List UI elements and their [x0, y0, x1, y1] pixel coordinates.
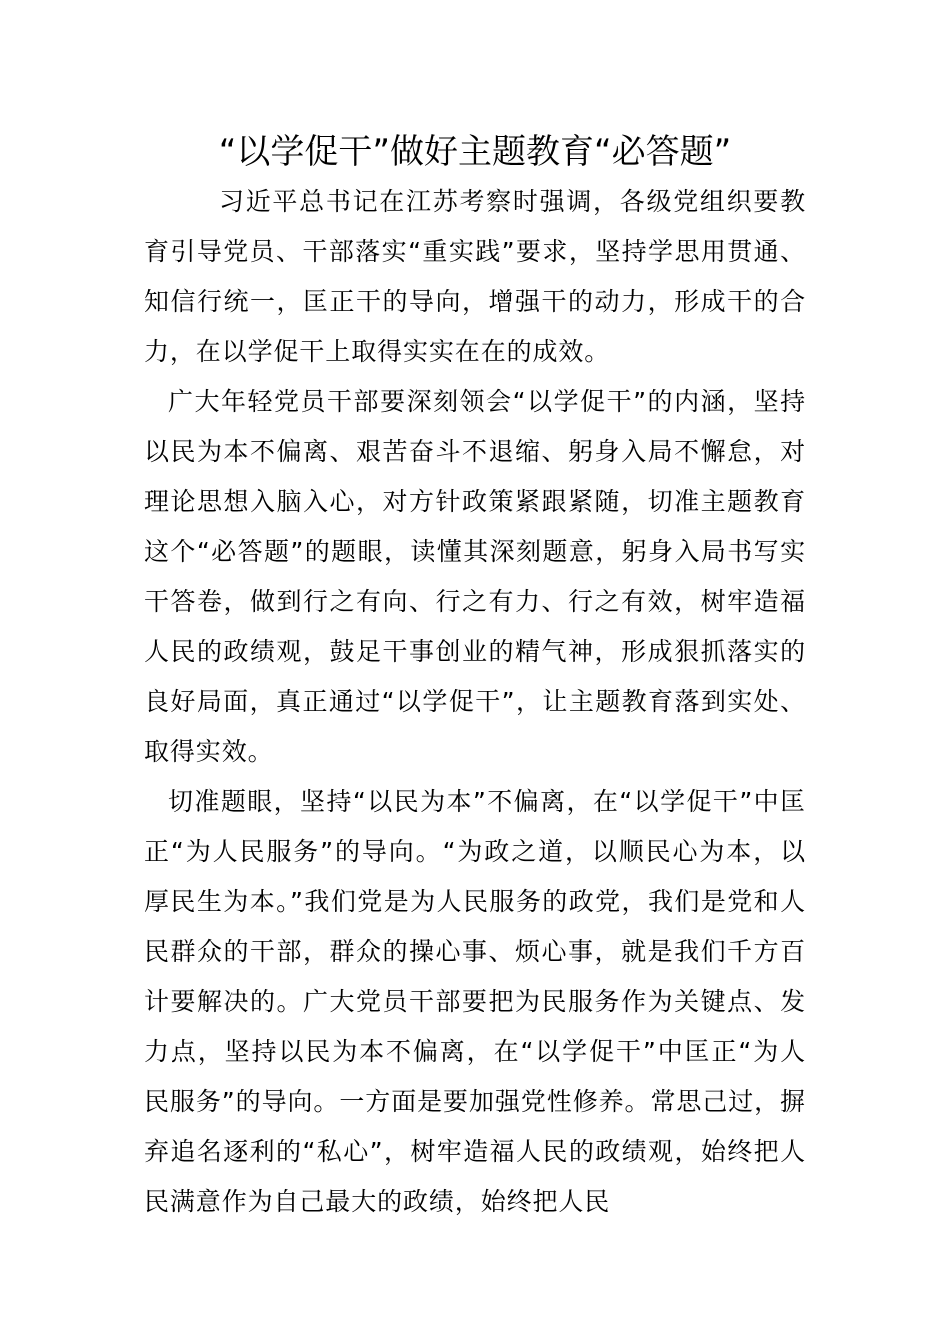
paragraph-intro: 习近平总书记在江苏考察时强调，各级党组织要教育引导党员、干部落实“重实践”要求，坚持学思用贯通、知信行统一，匡正干的导向，增强干的动力，形成干的合力，在以学促干上取得实实在在的成效。	[144, 187, 806, 366]
document-body	[144, 177, 806, 1227]
paragraph-people-first: 切准题眼，坚持“以民为本”不偏离，在“以学促干”中匡正“为人民服务”的导向。“为政之道，以顺民心为本，以厚民生为本。”我们党是为人民服务的政党，我们是党和人民群众的干部，群众的操心事、烦心事，就是我们千方百计要解决的。广大党员干部要把为民服务作为关键点、发力点，坚持以民为本不偏离，在“以学促干”中匡正“为人民服务”的导向。一方面是要加强党性修养。常思己过，摒弃追名逐利的“私心”，树牢造福人民的政绩观，始终把人民满意作为自己最大的政绩，始终把人民	[144, 787, 806, 1216]
paragraph-overview: 广大年轻党员干部要深刻领会“以学促干”的内涵，坚持以民为本不偏离、艰苦奋斗不退缩、躬身入局不懈怠，对理论思想入脑入心，对方针政策紧跟紧随，切准主题教育这个“必答题”的题眼，读懂其深刻题意，躬身入局书写实干答卷，做到行之有向、行之有力、行之有效，树牢造福人民的政绩观，鼓足干事创业的精气神，形成狠抓落实的良好局面，真正通过“以学促干”，让主题教育落到实处、取得实效。	[144, 387, 806, 766]
document-title: “以学促干”做好主题教育“必答题”	[218, 132, 732, 172]
